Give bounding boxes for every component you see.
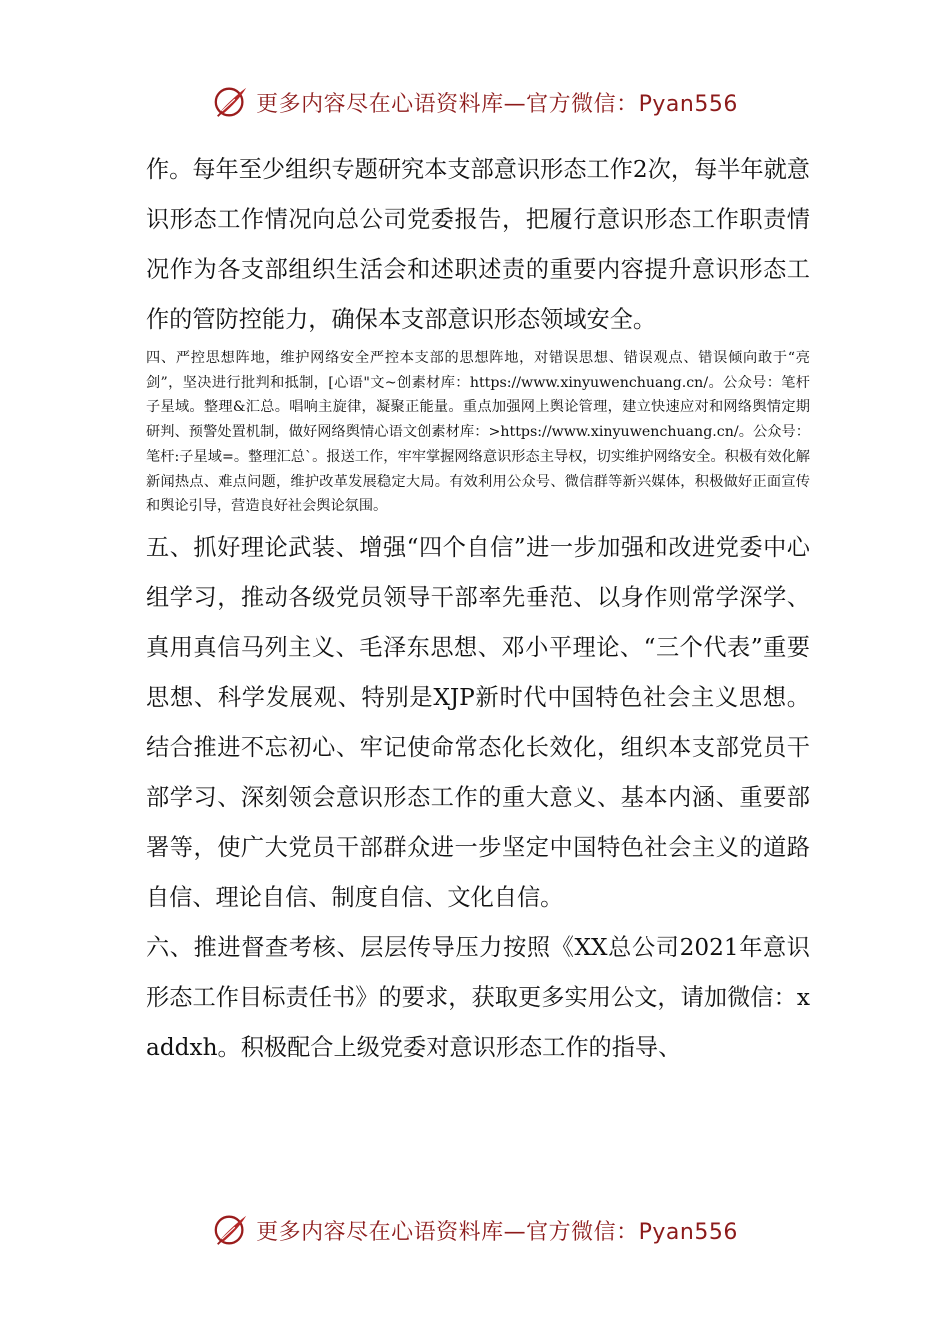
paragraph-section-six: 六、推进督查考核、层层传导压力按照《XX总公司2021年意识形态工作目标责任书》的要求，获取更多实用公文，请加微信：xaddxh。积极配合上级党委对意识形态工作的指导、	[146, 933, 810, 1061]
paragraph-section-five: 五、抓好理论武装、增强“四个自信”进一步加强和改进党委中心组学习，推动各级党员领导干部率先垂范、以身作则常学深学、真用真信马列主义、毛泽东思想、邓小平理论、“三个代表”重要思想、科学发展观、特别是XJP新时代中国特色社会主义思想。结合推进不忘初心、牢记使命常态化长效化，组织本支部党员干部学习、深刻领会意识形态工作的重大意义、基本内涵、重要部署等，使广大党员干部群众进一步坚定中国特色社会主义的道路自信、理论自信、制度自信、文化自信。	[146, 533, 810, 911]
footer-banner	[0, 1208, 950, 1252]
header-banner-text: 更多内容尽在心语资料库—官方微信：Pyan556	[256, 91, 738, 117]
paragraph-intro-continuation: 作。每年至少组织专题研究本支部意识形态工作2次，每半年就意识形态工作情况向总公司党委报告，把履行意识形态工作职责情况作为各支部组织生活会和述职述责的重要内容提升意识形态工作的管防控能力，确保本支部意识形态领域安全。	[146, 156, 810, 333]
paragraph-section-four: 四、严控思想阵地，维护网络安全严控本支部的思想阵地，对错误思想、错误观点、错误倾向敢于“亮剑”，坚决进行批判和抵制，[心语"文~创素材库：https://www.xinyuwenchuang.cn/。公众号：笔杆子星域。整理&汇总。唱响主旋律，凝聚正能量。重点加强网上舆论管理，建立快速应对和网络舆情定期研判、预警处置机制，做好网络舆情心语文创素材库：>https://www.xinyuwenchuang.cn/。公众号：笔杆:子星域=。整理汇总`。报送工作，牢牢掌握网络意识形态主导权，切实维护网络安全。积极有效化解新闻热点、难点问题，维护改革发展稳定大局。有效利用公众号、微信群等新兴媒体，积极做好正面宣传和舆论引导，营造良好社会舆论氛围。	[146, 350, 810, 515]
document-body	[146, 145, 810, 1073]
quill-pen-logo-icon	[212, 83, 250, 121]
quill-pen-logo-icon	[212, 1211, 250, 1249]
header-banner	[0, 80, 950, 124]
footer-banner-text: 更多内容尽在心语资料库—官方微信：Pyan556	[256, 1219, 738, 1245]
